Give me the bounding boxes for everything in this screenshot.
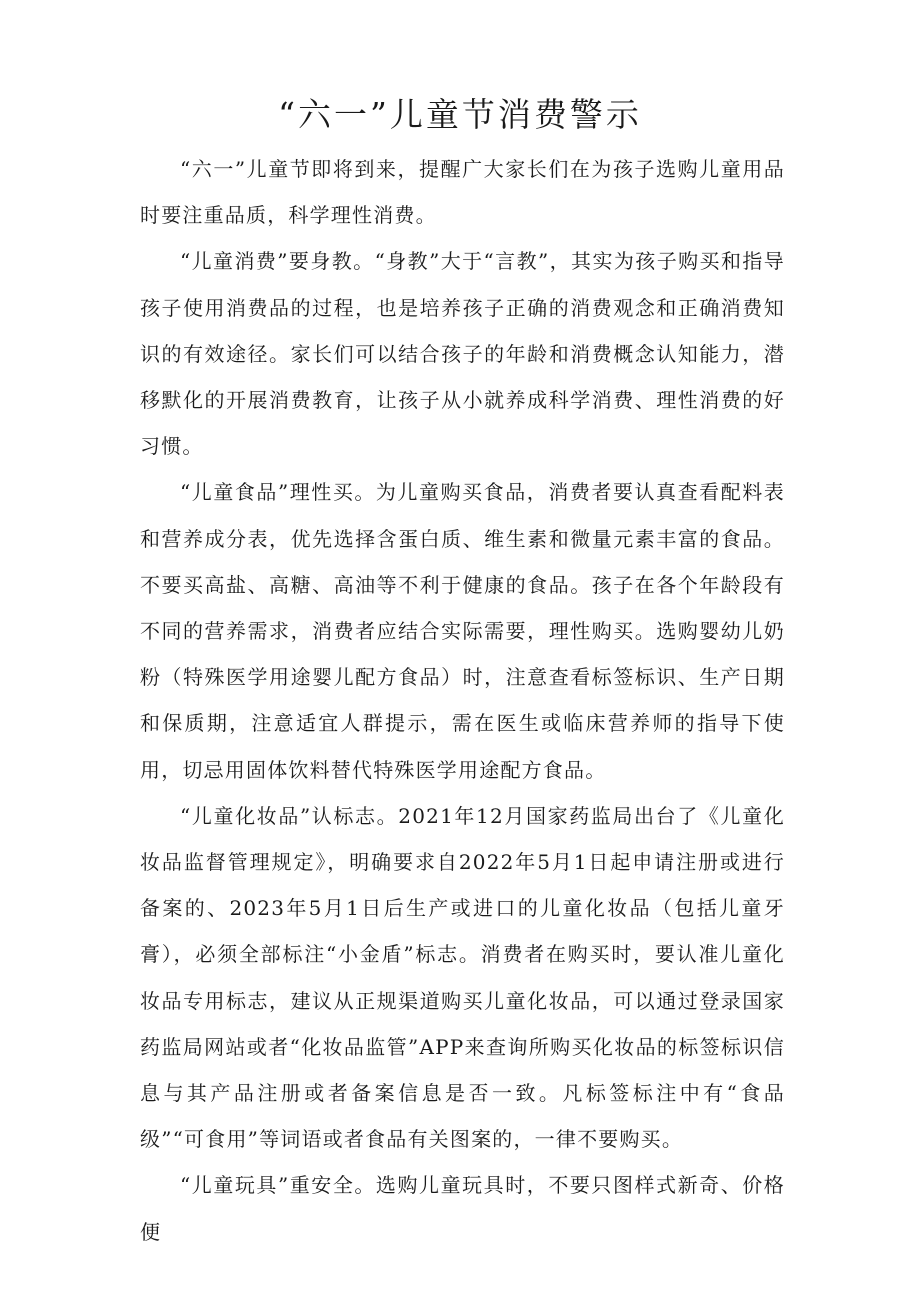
paragraph-children-toys: “儿童玩具”重安全。选购儿童玩具时，不要只图样式新奇、价格便 — [140, 1173, 785, 1244]
paragraph-children-food: “儿童食品”理性买。为儿童购买食品，消费者要认真查看配料表和营养成分表，优先选择含蛋白质、维生素和微量元素丰富的食品。不要买高盐、高糖、高油等不利于健康的食品。孩子在各个年龄段有不同的营养需求，消费者应结合实际需要，理性购买。选购婴幼儿奶粉（特殊医学用途婴儿配方食品）时，注意查看标签标识、生产日期和保质期，注意适宜人群提示，需在医生或临床营养师的指导下使用，切忌用固体饮料替代特殊医学用途配方食品。 — [140, 480, 785, 782]
paragraph-intro: “六一”儿童节即将到来，提醒广大家长们在为孩子选购儿童用品时要注重品质，科学理性消费。 — [140, 157, 785, 228]
document-body — [140, 146, 785, 1255]
paragraph-children-cosmetics: “儿童化妆品”认标志。2021年12月国家药监局出台了《儿童化妆品监督管理规定》，明确要求自2022年5月1日起申请注册或进行备案的、2023年5月1日后生产或进口的儿童化妆品（包括儿童牙膏），必须全部标注“小金盾”标志。消费者在购买时，要认准儿童化妆品专用标志，建议从正规渠道购买儿童化妆品，可以通过登录国家药监局网站或者“化妆品监管”APP来查询所购买化妆品的标签标识信息与其产品注册或者备案信息是否一致。凡标签标注中有“食品级”“可食用”等词语或者食品有关图案的，一律不要购买。 — [140, 803, 785, 1152]
document-title: “六一”儿童节消费警示 — [278, 95, 642, 134]
paragraph-children-consumption: “儿童消费”要身教。“身教”大于“言教”，其实为孩子购买和指导孩子使用消费品的过程，也是培养孩子正确的消费观念和正确消费知识的有效途径。家长们可以结合孩子的年龄和消费概念认知能力，潜移默化的开展消费教育，让孩子从小就养成科学消费、理性消费的好习惯。 — [140, 249, 785, 459]
